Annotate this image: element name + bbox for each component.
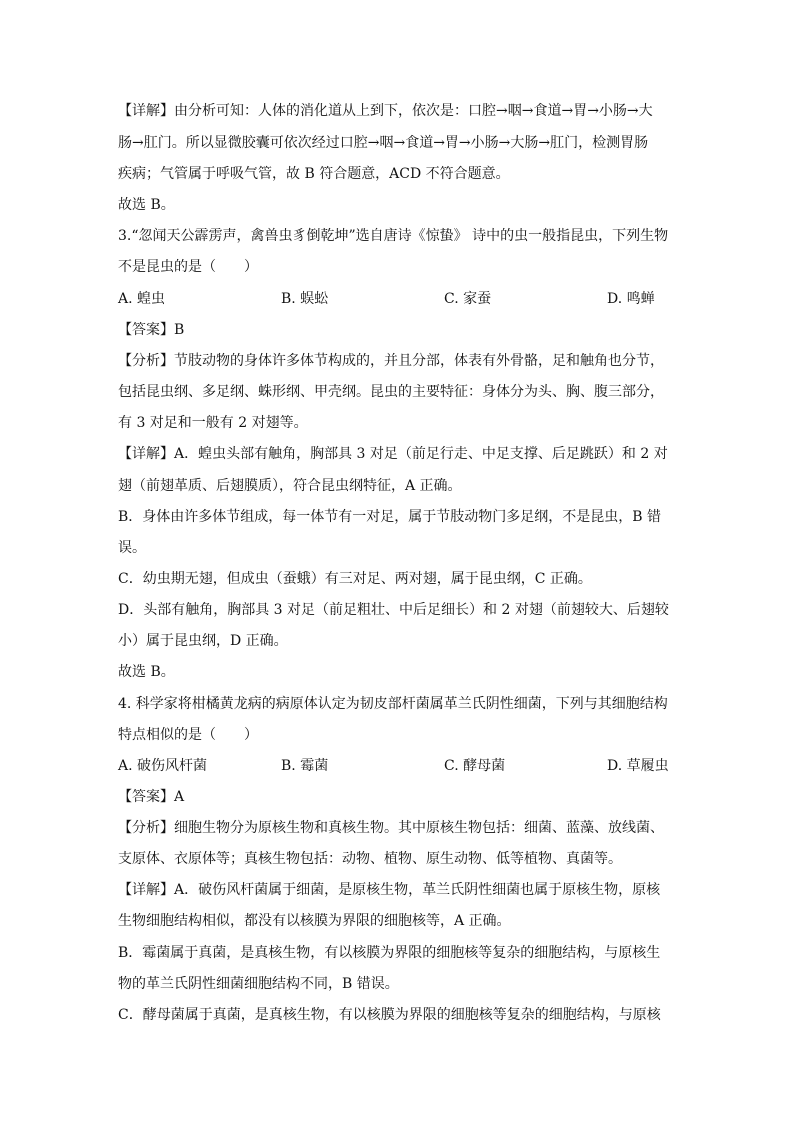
- question-3-stem: 不是昆虫的是（ ）: [118, 259, 258, 275]
- q3-option-c: C. 家蚕: [444, 291, 492, 307]
- text-line: 肠→肛门。所以显微胶囊可依次经过口腔→咽→食道→胃→小肠→大肠→肛门，检测胃肠: [118, 135, 649, 151]
- text-line: 故选 B。: [118, 664, 175, 680]
- text-line: 【分析】节肢动物的身体许多体节构成的，并且分部，体表有外骨骼，足和触角也分节，: [118, 353, 664, 369]
- question-4-stem: 特点相似的是（ ）: [118, 727, 258, 743]
- q3-option-b: B. 蜈蚣: [281, 291, 329, 307]
- answer-line: 【答案】A: [118, 789, 185, 805]
- text-line: 【详解】A．蝗虫头部有触角，胸部具 3 对足（前足行走、中足支撑、后足跳跃）和 2 对: [118, 446, 668, 462]
- question-4-stem: 4. 科学家将柑橘黄龙病的病原体认定为韧皮部杆菌属革兰氏阴性细菌，下列与其细胞结构: [118, 696, 668, 712]
- q4-option-a: A. 破伤风杆菌: [118, 758, 208, 774]
- text-line: 【详解】由分析可知：人体的消化道从上到下，依次是：口腔→咽→食道→胃→小肠→大: [118, 103, 653, 119]
- text-line: 【分析】细胞生物分为原核生物和真核生物。其中原核生物包括：细菌、蓝藻、放线菌、: [118, 820, 664, 836]
- text-line: 故选 B。: [118, 197, 175, 213]
- text-line: B．霉菌属于真菌，是真核生物，有以核膜为界限的细胞核等复杂的细胞结构，与原核生: [118, 945, 661, 961]
- text-line: 【详解】A．破伤风杆菌属于细菌，是原核生物，革兰氏阴性细菌也属于原核生物，原核: [118, 882, 661, 898]
- q4-option-d: D. 草履虫: [607, 758, 669, 774]
- answer-line: 【答案】B: [118, 322, 185, 338]
- text-line: 物的革兰氏阴性细菌细胞结构不同，B 错误。: [118, 976, 399, 992]
- question-3-stem: 3.“忽闻天公霹雳声，禽兽虫豸倒乾坤”选自唐诗《惊蛰》 诗中的虫一般指昆虫，下列生物: [118, 228, 669, 244]
- text-line: 包括昆虫纲、多足纲、蛛形纲、甲壳纲。昆虫的主要特征：身体分为头、胸、腹三部分，: [118, 384, 664, 400]
- text-line: D．头部有触角，胸部具 3 对足（前足粗壮、中后足细长）和 2 对翅（前翅较大、后翅较: [118, 602, 669, 618]
- text-line: 小）属于昆虫纲，D 正确。: [118, 633, 288, 649]
- text-line: 误。: [118, 540, 146, 556]
- text-line: B．身体由许多体节组成，每一体节有一对足，属于节肢动物门多足纲，不是昆虫，B 错: [118, 509, 662, 525]
- q4-option-c: C. 酵母菌: [444, 758, 506, 774]
- text-line: 生物细胞结构相似，都没有以核膜为界限的细胞核等，A 正确。: [118, 913, 511, 929]
- q4-option-b: B. 霉菌: [281, 758, 329, 774]
- q3-option-d: D. 鸣蝉: [607, 291, 655, 307]
- text-line: C．幼虫期无翅，但成虫（蚕蛾）有三对足、两对翅，属于昆虫纲，C 正确。: [118, 571, 592, 587]
- text-line: 翅（前翅革质、后翅膜质），符合昆虫纲特征，A 正确。: [118, 478, 462, 494]
- text-line: C．酵母菌属于真菌，是真核生物，有以核膜为界限的细胞核等复杂的细胞结构，与原核: [118, 1007, 661, 1023]
- q3-option-a: A. 蝗虫: [118, 291, 166, 307]
- text-line: 疾病；气管属于呼吸气管，故 B 符合题意，ACD 不符合题意。: [118, 166, 510, 182]
- text-line: 支原体、衣原体等；真核生物包括：动物、植物、原生动物、低等植物、真菌等。: [118, 851, 622, 867]
- text-line: 有 3 对足和一般有 2 对翅等。: [118, 415, 308, 431]
